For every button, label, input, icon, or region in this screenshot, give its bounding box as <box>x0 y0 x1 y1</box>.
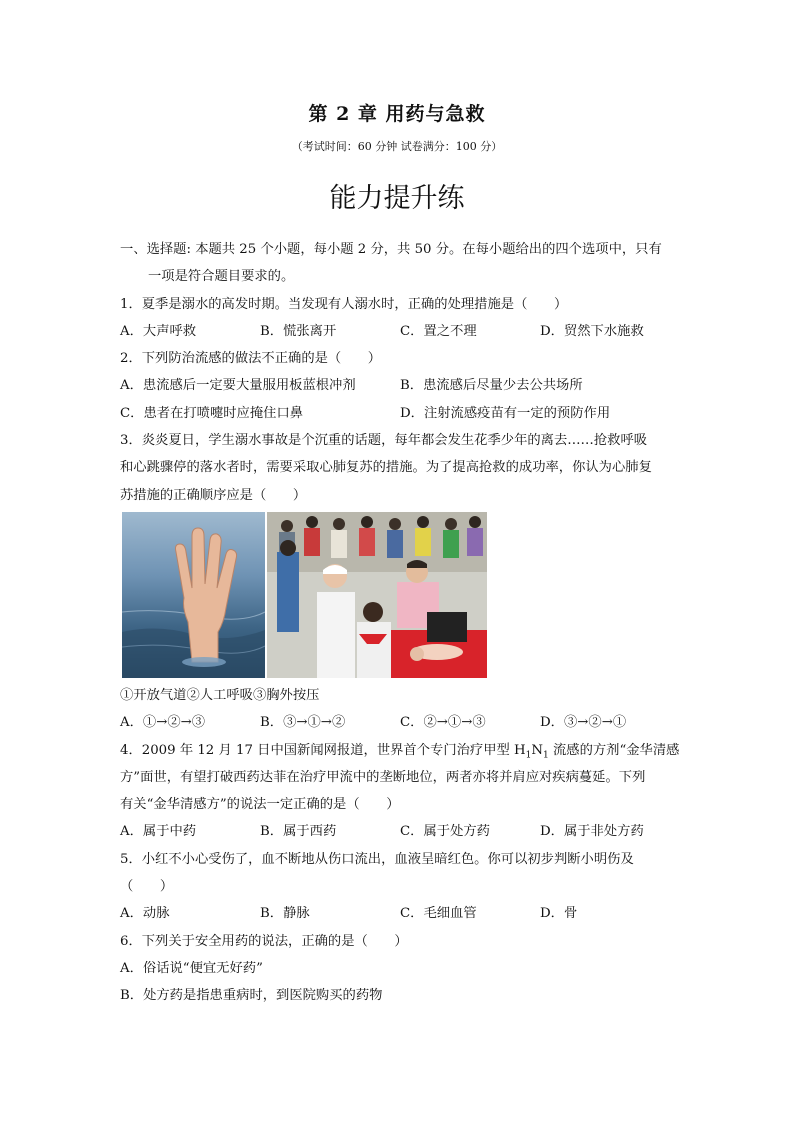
question-4-options <box>120 818 680 845</box>
question-3-stem-1: 3．炎炎夏日，学生溺水事故是个沉重的话题，每年都会发生花季少年的离去……抢救呼吸 <box>120 433 648 449</box>
option-c: C．②→①→③ <box>400 715 486 731</box>
question-3-steps-caption: ①开放气道②人工呼吸③胸外按压 <box>120 687 320 703</box>
section-instructions: 一、选择题: 本题共 25 个小题，每小题 2 分，共 50 分。在每小题给出的四个选项中，只有 <box>120 242 662 257</box>
option-a: A．动脉 <box>120 906 170 922</box>
option-b: B．患流感后尽量少去公共场所 <box>400 378 583 394</box>
question-list <box>120 236 680 1010</box>
question-3-stem-2: 和心跳骤停的落水者时，需要采取心肺复苏的措施。为了提高抢救的成功率，你认为心肺复 <box>120 460 652 476</box>
option-a: A．①→②→③ <box>120 715 206 731</box>
section-heading: 能力提升练 <box>329 183 465 214</box>
option-d: D．骨 <box>540 906 578 922</box>
exam-info: （考试时间：60 分钟 试卷满分：100 分） <box>291 140 503 153</box>
option-c: C．患者在打喷嚏时应掩住口鼻 <box>120 405 304 421</box>
subscript: 1 <box>543 750 549 761</box>
question-2-options-row1 <box>120 372 680 399</box>
option-a: A．属于中药 <box>120 824 197 840</box>
question-4-stem-2: 方”面世，有望打破西药达菲在治疗甲流中的垄断地位，两者亦将并肩应对疾病蔓延。下列 <box>120 769 646 785</box>
question-4-stem-1b: 流感的方剂“金华清感 <box>548 742 680 758</box>
section-instructions-cont: 一项是符合题目要求的。 <box>148 269 295 285</box>
option-c: C．置之不理 <box>400 323 477 339</box>
option-a: A．患流感后一定要大量服用板蓝根冲剂 <box>120 378 356 394</box>
question-4-stem-1 <box>120 737 680 764</box>
option-a: A．俗话说“便宜无好药” <box>120 960 263 976</box>
question-4-stem-3: 有关“金华清感方”的说法一定正确的是（ ） <box>120 797 400 813</box>
question-2-options-row2 <box>120 400 680 427</box>
option-d: D．属于非处方药 <box>540 824 644 840</box>
question-3-stem-3: 苏措施的正确顺序应是（ ） <box>120 487 307 503</box>
option-b: B．属于西药 <box>260 824 337 840</box>
question-4-stem-1a: 4．2009 年 12 月 17 日中国新闻网报道，世界首个专门治疗甲型 H <box>120 742 526 758</box>
question-6-stem: 6．下列关于安全用药的说法，正确的是（ ） <box>120 933 408 949</box>
question-3-images <box>120 512 680 682</box>
question-4-stem-mid: N <box>531 742 544 758</box>
option-b: B．③→①→② <box>260 715 346 731</box>
cpr-demonstration-photo <box>267 512 487 678</box>
drowning-hand-photo <box>122 512 265 678</box>
option-c: C．毛细血管 <box>400 906 477 922</box>
question-1-stem: 1．夏季是溺水的高发时期。当发现有人溺水时，正确的处理措施是（ ） <box>120 296 568 312</box>
question-3-options <box>120 709 680 736</box>
question-2-stem: 2．下列防治流感的做法不正确的是（ ） <box>120 351 382 367</box>
question-5-options <box>120 900 680 927</box>
option-d: D．注射流感疫苗有一定的预防作用 <box>400 405 611 421</box>
question-5-stem-1: 5．小红不小心受伤了，血不断地从伤口流出，血液呈暗红色。你可以初步判断小明伤及 <box>120 851 634 867</box>
subscript: 1 <box>525 750 532 761</box>
question-5-stem-2: （ ） <box>120 879 174 895</box>
chapter-title: 第 2 章 用药与急救 <box>308 103 486 125</box>
option-d: D．③→②→① <box>540 715 627 731</box>
option-a: A．大声呼救 <box>120 323 197 339</box>
question-1-options <box>120 318 680 345</box>
option-d: D．贸然下水施救 <box>540 323 644 339</box>
option-b: B．慌张离开 <box>260 323 337 339</box>
option-c: C．属于处方药 <box>400 824 490 840</box>
option-b: B．处方药是指患重病时，到医院购买的药物 <box>120 988 383 1004</box>
option-b: B．静脉 <box>260 906 310 922</box>
